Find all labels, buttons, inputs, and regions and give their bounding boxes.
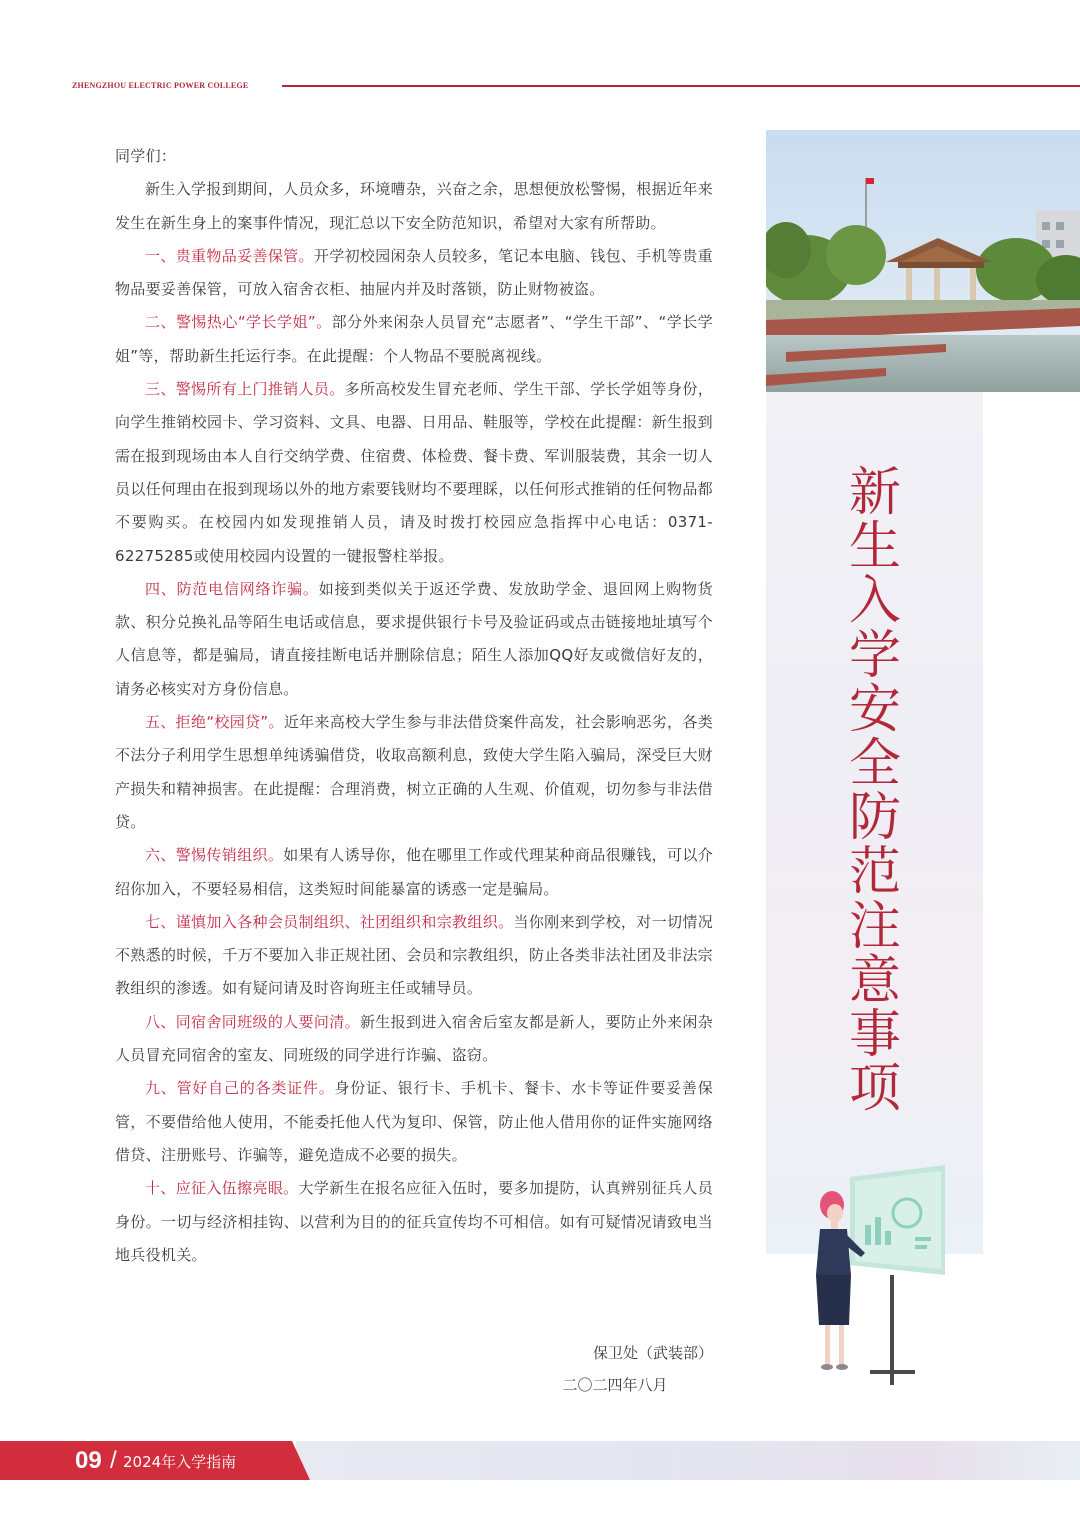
guide-title: 2024年入学指南 [123, 1453, 237, 1471]
item-body: 新生报到进入宿舍后室友都是新人，要防止外来闲杂人员冒充同宿舍的室友、同班级的同学进行诈骗、盗窃。 [115, 1012, 713, 1065]
item-heading: 一、贵重物品妥善保管。 [145, 246, 314, 265]
item-body: 当你刚来到学校，对一切情况不熟悉的时候，千万不要加入非正规社团、会员和宗教组织，防止各类非法社团及非法宗教组织的渗透。如有疑问请及时咨询班主任或辅导员。 [115, 912, 714, 998]
item-paragraph [115, 839, 713, 906]
item-body: 开学初校园闲杂人员较多，笔记本电脑、钱包、手机等贵重物品要妥善保管，可放入宿舍衣柜、抽屉内并及时落锁，防止财物被盗。 [115, 246, 713, 299]
item-paragraph [115, 373, 713, 573]
item-paragraph [115, 706, 713, 839]
item-paragraph [115, 1072, 713, 1172]
page-number: 09 [75, 1447, 102, 1474]
item-paragraph [115, 1172, 713, 1272]
item-heading: 七、谨慎加入各种会员制组织、社团组织和宗教组织。 [145, 912, 514, 931]
item-paragraph [115, 1006, 713, 1073]
item-paragraph [115, 906, 713, 1006]
intro-paragraph: 新生入学报到期间，人员众多，环境嘈杂，兴奋之余，思想便放松警惕，根据近年来发生在新生身上的案事件情况，现汇总以下安全防范知识，希望对大家有所帮助。 [115, 180, 713, 232]
college-brand-name: ZHENGZHOU ELECTRIC POWER COLLEGE [72, 81, 249, 90]
signature-department: 保卫处（武装部） [592, 1344, 713, 1362]
item-body: 部分外来闲杂人员冒充“志愿者”、“学生干部”、“学长学姐”等，帮助新生托运行李。在此提醒：个人物品不要脱离视线。 [115, 313, 713, 365]
item-body: 如接到类似关于返还学费、发放助学金、退回网上购物货款、积分兑换礼品等陌生电话或信息，要求提供银行卡号及验证码或点击链接地址填写个人信息等，都是骗局，请直接挂断电话并删除信息；陌生人添加QQ好友或微信好友的，请务必核实对方身份信息。 [115, 579, 713, 698]
item-heading: 九、管好自己的各类证件。 [145, 1079, 335, 1098]
item-paragraph [115, 573, 713, 706]
item-heading: 三、警惕所有上门推销人员。 [145, 380, 345, 399]
page-separator: / [110, 1447, 117, 1474]
item-heading: 四、防范电信网络诈骗。 [145, 579, 319, 598]
item-body: 身份证、银行卡、手机卡、餐卡、水卡等证件要妥善保管，不要借给他人使用，不能委托他人代为复印、保管，防止他人借用你的证件实施网络借贷、注册账号、诈骗等，避免造成不必要的损失。 [115, 1079, 713, 1164]
item-heading: 六、警惕传销组织。 [145, 846, 284, 865]
item-heading: 八、同宿舍同班级的人要问清。 [145, 1012, 360, 1031]
item-body: 多所高校发生冒充老师、学生干部、学长学姐等身份，向学生推销校园卡、学习资料、文具、电器、日用品、鞋服等，学校在此提醒：新生报到需在报到现场由本人自行交纳学费、住宿费、体检费、餐卡费、军训服装费，其余一切人员以任何理由在报到现场以外的地方索要钱财均不要理睬，以任何形式推销的任何物品都不要购买。在校园内如发现推销人员，请及时拨打校园应急指挥中心电话：0371-62275285或使用校园内设置的一键报警柱举报。 [115, 380, 714, 565]
item-body: 如果有人诱导你，他在哪里工作或代理某种商品很赚钱，可以介绍你加入，不要轻易相信，这类短时间能暴富的诱惑一定是骗局。 [115, 846, 714, 898]
item-heading: 二、警惕热心“学长学姐”。 [145, 313, 332, 332]
header-divider [282, 85, 1080, 87]
item-heading: 五、拒绝“校园贷”。 [145, 713, 284, 732]
page-title: 新生入学安全防范注意事项 [848, 463, 901, 1120]
footer-gradient-band [296, 1441, 1080, 1480]
campus-pavilion-photo [766, 130, 1080, 392]
item-body: 近年来高校大学生参与非法借贷案件高发，社会影响恶劣，各类不法分子利用学生思想单纯诱骗借贷，收取高额利息，致使大学生陷入骗局，深受巨大财产损失和精神损害。在此提醒：合理消费，树立正确的人生观、价值观，切勿参与非法借贷。 [115, 713, 713, 831]
woman-with-screen-illustration [795, 1165, 960, 1395]
notice-body [115, 140, 713, 1272]
item-body: 大学新生在报名应征入伍时，要多加提防，认真辨别征兵人员身份。一切与经济相挂钩、以营利为目的的征兵宣传均不可相信。如有可疑情况请致电当地兵役机关。 [115, 1179, 713, 1264]
item-paragraph [115, 306, 713, 373]
signature-date: 二〇二四年八月 [562, 1376, 668, 1394]
item-heading: 十、应征入伍擦亮眼。 [145, 1179, 299, 1198]
greeting: 同学们： [115, 147, 177, 165]
item-paragraph [115, 240, 713, 307]
